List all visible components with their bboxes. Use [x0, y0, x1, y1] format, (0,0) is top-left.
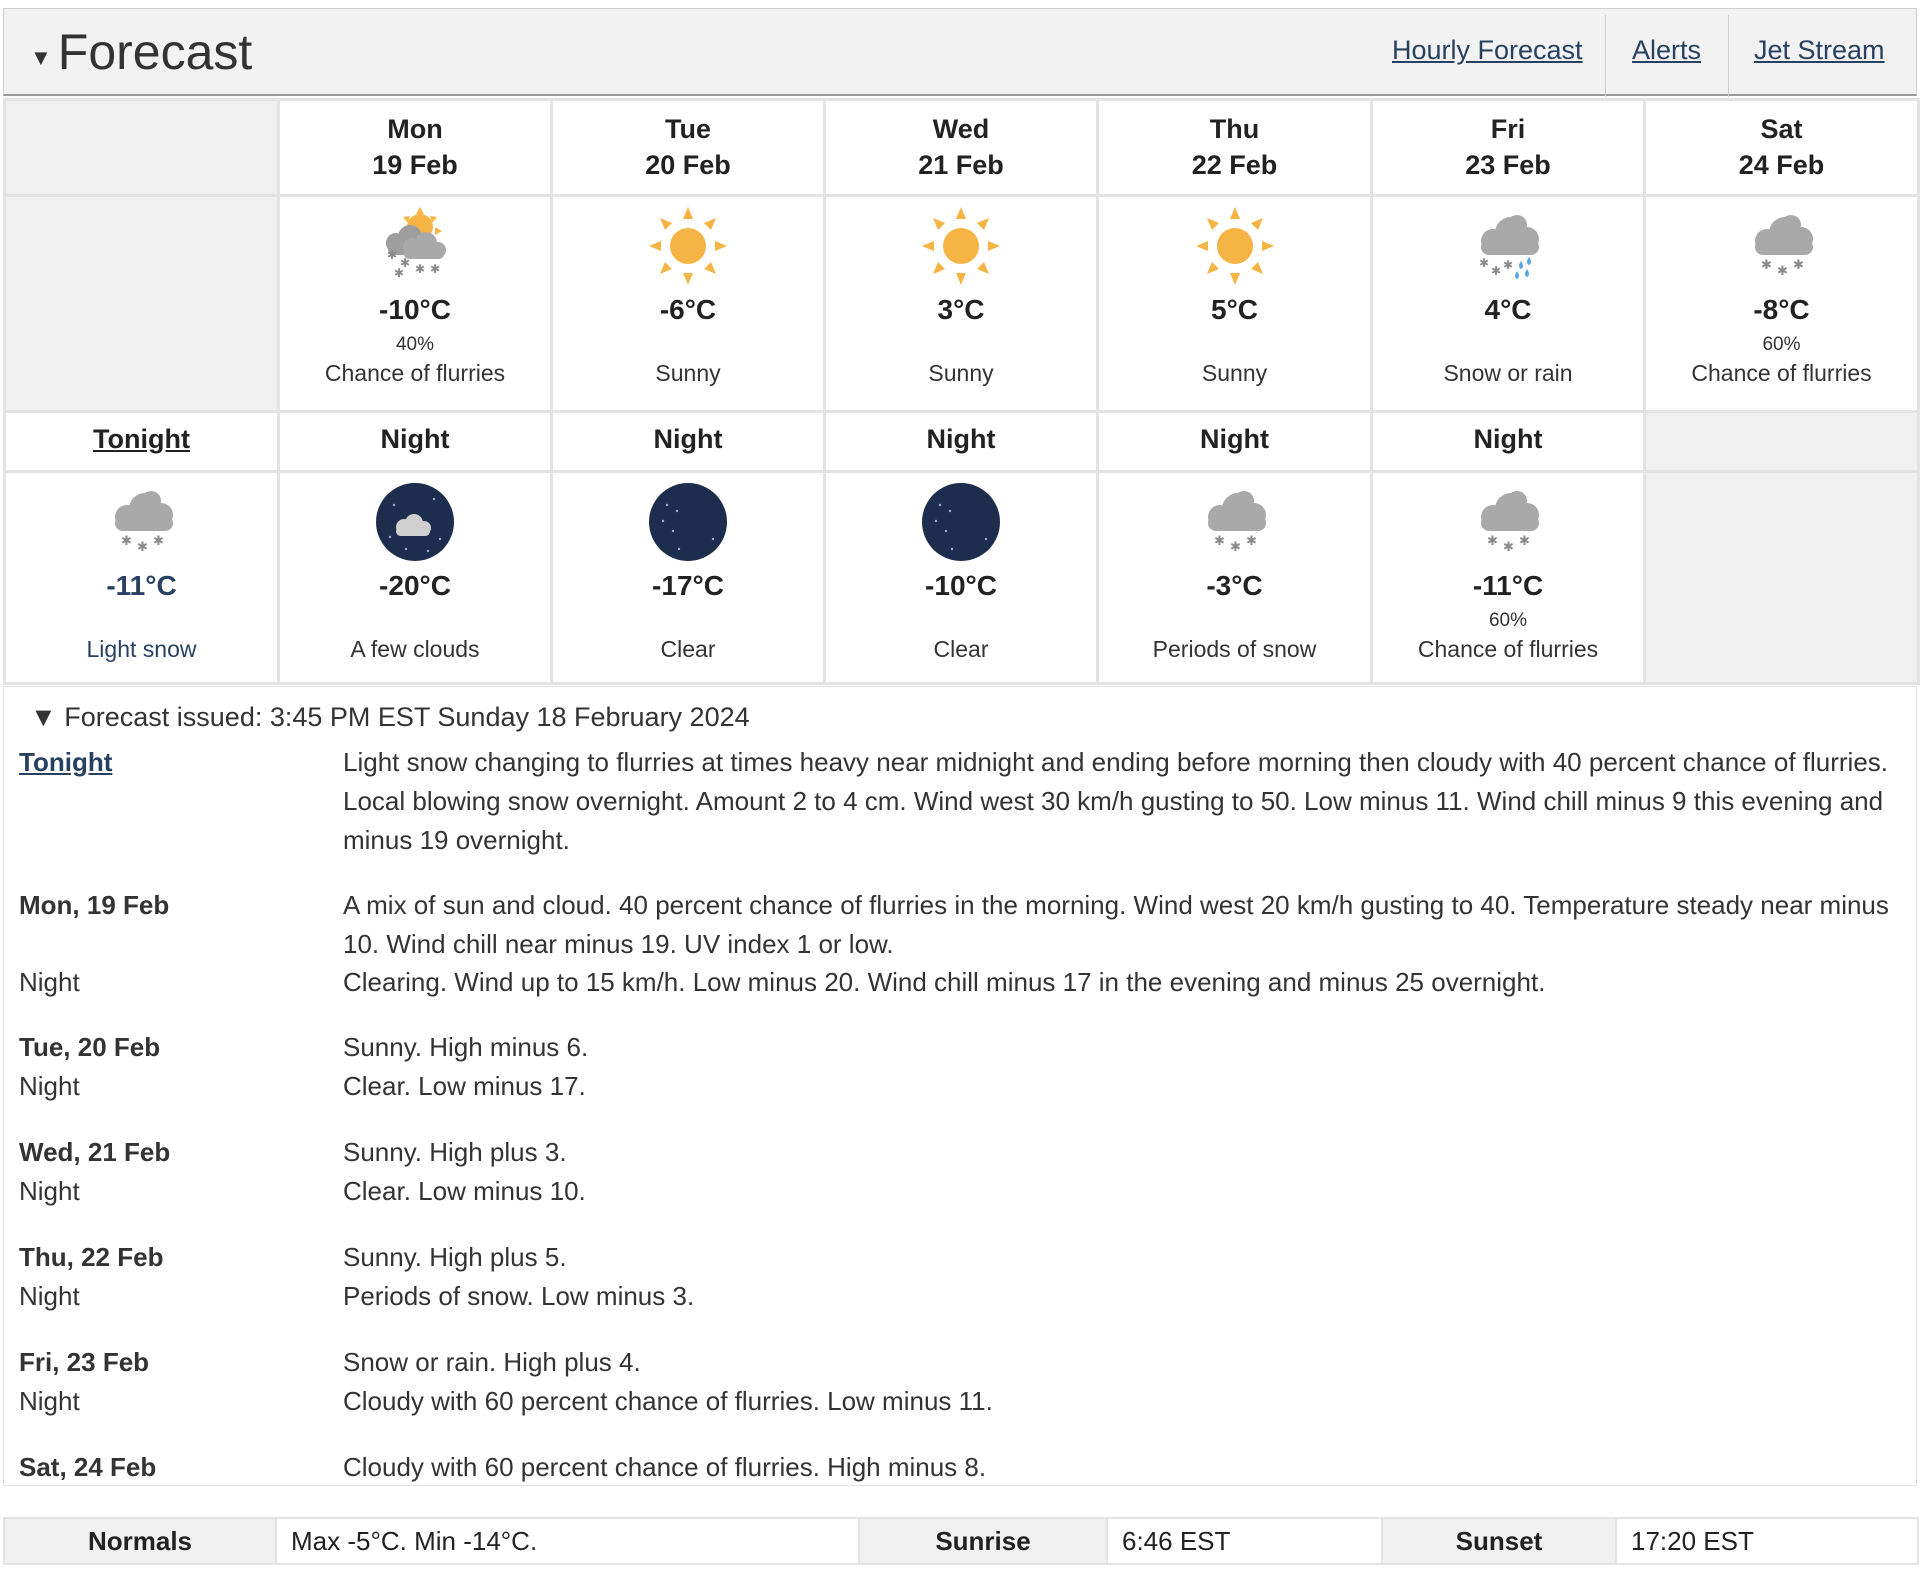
- detail-text: Clearing. Wind up to 15 km/h. Low minus 20. Wind chill minus 17 in the evening and minus 25 overnight.: [343, 967, 1546, 997]
- day-header-row: [5, 100, 1919, 196]
- detail-text: Periods of snow. Low minus 3.: [343, 1281, 695, 1311]
- sunrise-label: Sunrise: [859, 1518, 1107, 1564]
- night-label: Night: [1473, 424, 1543, 454]
- precip-probability-spacer: [553, 327, 823, 357]
- day-temperature: 5°C: [1211, 294, 1258, 325]
- night-header: [279, 412, 552, 472]
- tonight-link[interactable]: Tonight: [93, 424, 190, 454]
- detail-label: Tue, 20 Feb: [19, 1032, 161, 1062]
- detail-label: Night: [19, 1176, 80, 1206]
- day-temperature: -6°C: [659, 294, 717, 325]
- day-date: 20 Feb: [645, 150, 731, 180]
- day-condition: Sunny: [1201, 360, 1268, 386]
- empty-cell: [5, 196, 279, 412]
- svg-text:✱: ✱: [1503, 258, 1514, 272]
- sunset-label: Sunset: [1382, 1518, 1616, 1564]
- sun-icon: [1194, 205, 1276, 287]
- svg-text:✱: ✱: [400, 256, 411, 270]
- detail-label: Night: [19, 1281, 80, 1311]
- precip-probability-spacer: [6, 603, 277, 633]
- night-forecast-row: [5, 472, 1919, 684]
- precip-probability-spacer: [1373, 327, 1643, 357]
- forecast-header: [3, 8, 1917, 96]
- forecast-title-text: Forecast: [57, 24, 253, 80]
- night-header: [1372, 412, 1645, 472]
- night-header-tonight[interactable]: [5, 412, 279, 472]
- detail-label: Night: [19, 1071, 80, 1101]
- night-label: Night: [926, 424, 996, 454]
- forecast-details: [3, 686, 1917, 1486]
- precip-probability: 60%: [1488, 610, 1528, 631]
- night-temperature: -11°C: [1472, 570, 1544, 601]
- detail-text: Snow or rain. High plus 4.: [343, 1347, 641, 1377]
- detail-text: Sunny. High plus 5.: [343, 1242, 567, 1272]
- day-header-mon: [279, 100, 552, 196]
- day-date: 24 Feb: [1738, 150, 1825, 180]
- day-forecast-wed[interactable]: [825, 196, 1098, 412]
- precip-probability-spacer: [826, 327, 1096, 357]
- normals-value: Max -5°C. Min -14°C.: [276, 1518, 859, 1564]
- jet-stream-link[interactable]: Jet Stream: [1754, 35, 1885, 65]
- detail-label: Mon, 19 Feb: [19, 890, 170, 920]
- svg-text:✱: ✱: [1519, 534, 1530, 549]
- svg-text:✱: ✱: [430, 262, 441, 276]
- night-header: [825, 412, 1098, 472]
- night-temperature: -20°C: [379, 570, 451, 601]
- moon-icon: [647, 481, 729, 563]
- day-date: 19 Feb: [372, 150, 458, 180]
- sunrise-value: 6:46 EST: [1107, 1518, 1382, 1564]
- cloud-snow-icon: [1194, 481, 1276, 563]
- day-temperature: -8°C: [1753, 294, 1810, 325]
- detail-text: A mix of sun and cloud. 40 percent chance of flurries in the morning. Wind west 20 km/h gusting to 40. Temperature steady near minus 10. Wind chill near minus 19. UV index 1 or low.: [343, 890, 1889, 959]
- svg-text:✱: ✱: [120, 534, 132, 549]
- precip-probability-spacer: [280, 603, 550, 633]
- svg-text:✱: ✱: [1487, 534, 1498, 549]
- day-condition: Sunny: [655, 360, 721, 386]
- day-temperature: 4°C: [1484, 294, 1532, 325]
- forecast-grid: [3, 98, 1920, 685]
- night-condition: Periods of snow: [1152, 636, 1317, 662]
- day-temperature: 3°C: [937, 294, 985, 325]
- svg-text:✱: ✱: [1776, 264, 1788, 279]
- night-temperature: -10°C: [925, 570, 997, 601]
- night-forecast-tue[interactable]: [552, 472, 825, 684]
- normals-bar: [3, 1517, 1919, 1565]
- forecast-title[interactable]: [30, 25, 252, 89]
- day-header-thu: [1098, 100, 1372, 196]
- detail-text: Sunny. High minus 6.: [343, 1032, 589, 1062]
- detail-text: Light snow changing to flurries at times heavy near midnight and ending before morning then cloudy with 40 percent chance of flurries. Local blowing snow overnight. Amount 2 to 4 cm. Wind west 30 km/h gusting to 50. Low minus 11. Wind chill minus 9 this evening and minus 19 overnight.: [343, 747, 1889, 855]
- svg-text:✱: ✱: [1792, 258, 1804, 273]
- svg-text:✱: ✱: [394, 266, 405, 280]
- empty-cell: [1645, 472, 1919, 684]
- day-condition: Chance of flurries: [1691, 360, 1872, 386]
- night-forecast-thu[interactable]: [1098, 472, 1372, 684]
- day-name: Sat: [1760, 114, 1803, 144]
- detail-label-tonight[interactable]: Tonight: [19, 747, 113, 777]
- day-header-tue: [552, 100, 825, 196]
- detail-label: Wed, 21 Feb: [19, 1137, 171, 1167]
- svg-text:✱: ✱: [136, 540, 148, 555]
- night-forecast-mon[interactable]: [279, 472, 552, 684]
- day-condition: Sunny: [928, 360, 994, 386]
- day-name: Wed: [932, 114, 990, 144]
- header-divider: [1728, 15, 1729, 97]
- svg-text:✱: ✱: [1503, 540, 1514, 555]
- night-header: [1098, 412, 1372, 472]
- svg-text:✱: ✱: [387, 248, 398, 262]
- moon-cloud-icon: [374, 481, 456, 563]
- precip-probability: 40%: [395, 334, 435, 355]
- detail-text: Cloudy with 60 percent chance of flurries. High minus 8.: [343, 1452, 987, 1482]
- sun-cloud-snow-icon: [374, 205, 456, 287]
- detail-text: Cloudy with 60 percent chance of flurries. Low minus 11.: [343, 1386, 993, 1416]
- day-forecast-sat[interactable]: [1645, 196, 1919, 412]
- night-label: Night: [653, 424, 723, 454]
- day-name: Tue: [665, 114, 711, 144]
- detail-label: Fri, 23 Feb: [19, 1347, 150, 1377]
- cloud-snow-icon: [1467, 481, 1549, 563]
- precip-probability: 60%: [1762, 334, 1801, 355]
- header-divider: [1605, 15, 1606, 97]
- detail-text: Sunny. High plus 3.: [343, 1137, 567, 1167]
- detail-label: Thu, 22 Feb: [19, 1242, 164, 1272]
- svg-text:✱: ✱: [415, 262, 426, 276]
- collapse-triangle-icon[interactable]: ▼: [30, 702, 57, 732]
- night-condition: A few clouds: [350, 636, 480, 662]
- day-condition: Snow or rain: [1443, 360, 1573, 386]
- day-temperature: -10°C: [379, 294, 451, 325]
- day-date: 23 Feb: [1465, 150, 1551, 180]
- day-name: Thu: [1209, 114, 1260, 144]
- sun-icon: [920, 205, 1002, 287]
- detail-label: Night: [19, 1386, 80, 1416]
- night-condition: Clear: [660, 636, 716, 662]
- precip-probability-spacer: [1099, 603, 1370, 633]
- detail-text: Clear. Low minus 10.: [343, 1176, 586, 1206]
- cloud-snow-rain-icon: [1467, 205, 1549, 287]
- hourly-forecast-link[interactable]: Hourly Forecast: [1392, 35, 1583, 65]
- cloud-snow-icon: [1741, 205, 1823, 287]
- day-name: Fri: [1490, 114, 1526, 144]
- day-condition: Chance of flurries: [324, 360, 506, 386]
- sunset-value: 17:20 EST: [1616, 1518, 1918, 1564]
- svg-text:✱: ✱: [1229, 540, 1241, 555]
- night-condition: Light snow: [86, 636, 197, 662]
- night-condition: Clear: [933, 636, 989, 662]
- collapse-triangle-icon[interactable]: ▼: [30, 45, 52, 70]
- night-temperature: -17°C: [652, 570, 724, 601]
- day-date: 21 Feb: [918, 150, 1004, 180]
- night-label: Night: [1200, 424, 1269, 454]
- svg-text:✱: ✱: [1760, 258, 1772, 273]
- day-header-sat: [1645, 100, 1919, 196]
- alerts-link[interactable]: Alerts: [1632, 35, 1702, 65]
- night-header: [552, 412, 825, 472]
- svg-text:✱: ✱: [1213, 534, 1225, 549]
- precip-probability-spacer: [1099, 327, 1370, 357]
- empty-cell: [5, 100, 279, 196]
- night-header-row: [5, 412, 1919, 472]
- cloud-snow-icon: [101, 481, 183, 563]
- empty-cell: [1645, 412, 1919, 472]
- night-temperature: -11°C: [106, 570, 177, 601]
- detail-text: Clear. Low minus 17.: [343, 1071, 586, 1101]
- night-forecast-fri[interactable]: [1372, 472, 1645, 684]
- forecast-issued[interactable]: [30, 701, 750, 733]
- normals-label: Normals: [4, 1518, 276, 1564]
- precip-probability-spacer: [826, 603, 1096, 633]
- svg-text:✱: ✱: [1479, 256, 1490, 270]
- night-temperature: -3°C: [1206, 570, 1263, 601]
- svg-text:✱: ✱: [1245, 534, 1257, 549]
- day-forecast-fri[interactable]: [1372, 196, 1645, 412]
- detail-label: Night: [19, 967, 80, 997]
- day-date: 22 Feb: [1191, 150, 1278, 180]
- night-forecast-wed[interactable]: [825, 472, 1098, 684]
- night-condition: Chance of flurries: [1417, 636, 1599, 662]
- forecast-issued-text: Forecast issued: 3:45 PM EST Sunday 18 February 2024: [64, 702, 750, 732]
- day-forecast-tue[interactable]: [552, 196, 825, 412]
- day-forecast-thu[interactable]: [1098, 196, 1372, 412]
- day-header-fri: [1372, 100, 1645, 196]
- day-forecast-row: [5, 196, 1919, 412]
- detail-label: Sat, 24 Feb: [19, 1452, 157, 1482]
- precip-probability-spacer: [553, 603, 823, 633]
- day-header-wed: [825, 100, 1098, 196]
- night-label: Night: [380, 424, 450, 454]
- svg-text:✱: ✱: [1491, 264, 1502, 278]
- moon-icon: [920, 481, 1002, 563]
- day-forecast-mon[interactable]: [279, 196, 552, 412]
- day-name: Mon: [387, 114, 443, 144]
- sun-icon: [647, 205, 729, 287]
- night-forecast-tonight[interactable]: [5, 472, 279, 684]
- svg-text:✱: ✱: [152, 534, 164, 549]
